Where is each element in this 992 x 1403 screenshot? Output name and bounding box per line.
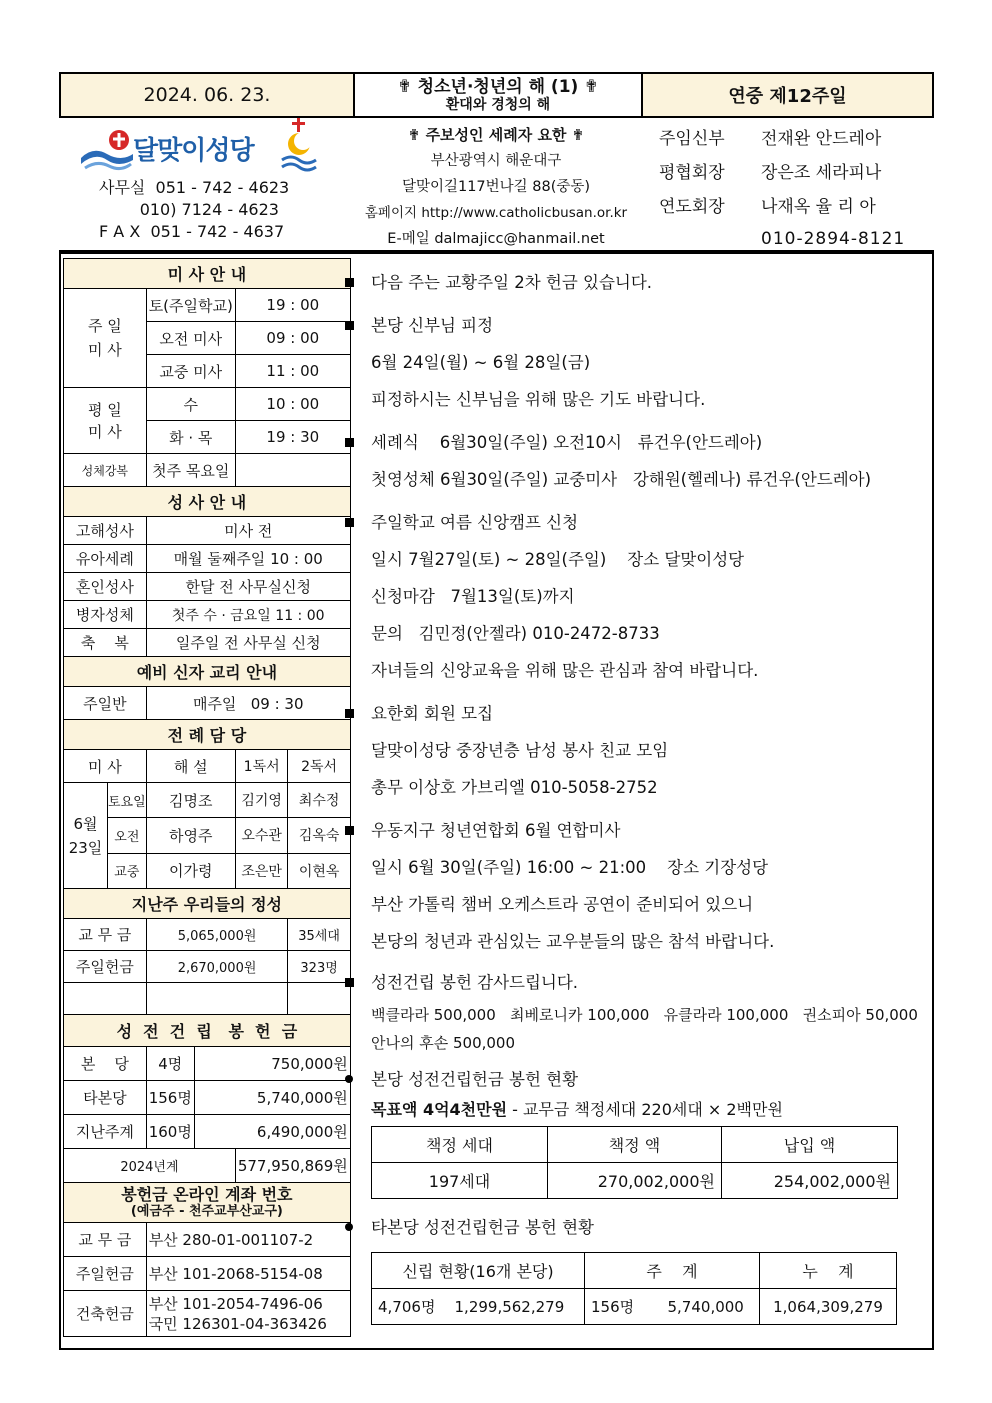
square-bullet-icon <box>345 518 354 527</box>
adoration-value: 첫주 목요일 <box>146 454 235 487</box>
year-theme <box>353 72 643 118</box>
square-bullet-icon <box>345 438 354 447</box>
announcement-item: 성전건립 봉헌 감사드립니다. <box>351 964 931 1001</box>
building-section-title: 성 전 건 립 봉 헌 금 <box>64 1015 351 1047</box>
accounts-section-title: 봉헌금 온라인 계좌 번호 (예금주 - 천주교부산교구) <box>64 1183 351 1223</box>
liturgical-week: 연중 제12주일 <box>728 86 847 107</box>
bulletin-page <box>59 72 934 1350</box>
email-link[interactable]: E-메일 dalmajicc@hanmail.net <box>387 231 605 247</box>
square-bullet-icon <box>345 321 354 330</box>
square-bullet-icon <box>345 978 354 987</box>
parish-name: 달맞이성당 <box>133 136 254 166</box>
round-bullet-icon <box>345 1075 353 1083</box>
catechumen-section-title: 예비 신자 교리 안내 <box>64 657 351 687</box>
liturgy-section-title: 전 례 담 당 <box>64 720 351 750</box>
announcement-item: 주일학교 여름 신앙캠프 신청 <box>351 504 931 541</box>
other-building-table: 신립 현황(16개 본당) 주 계 누 계 4,706명 1,299,562,279 156명 5,740,000 1,064,309,279 <box>371 1252 897 1325</box>
announcements: 다음 주는 교황주일 2차 헌금 있습니다. 본당 신부님 피정 6월 24일(월) ~ 6월 28일(금) 피정하시는 신부님을 위해 많은 기도 바랍니다. 세례식 6월30일(주일) 오전10시 류건우(안드레아) 첫영성체 6월30일(주일) 교중미사 강해원(헬레나) 류건우(안드레아) 주일학교 여름 신앙캠프 신청 일시 7월27일(토) ~ 28일(주일) 장소 달맞이성당 신청마감 7월13일(토)까지 문의 김민정(안젤라) 010-2472-8733 자녀들의 신앙교육을 위해 많은 관심과 참여 바랍니다. 요한회 회원 모집 달맞이성당 중장년층 남성 봉사 친교 모임 총무 이상호 가브리엘 010-5058-2752 우동지구 청년연합회 6월 연합미사 일시 6월 30일(주일) 16:00 ~ 21:00 장소 기장성당 부산 가톨릭 챔버 오케스트라 공연이 준비되어 있으니 본당의 청년과 관심있는 교우분들의 많은 참석 바랍니다. 성전건립 봉헌 감사드립니다. 백클라라 500,000 최베로니카 100,000 유클라라 100,000 권소피아 50,000 안나의 후손 500,000 본당 성전건립헌금 봉헌 현황 목표액 4억4천만원 - 교무금 책정세대 220세대 × 2백만원 책정 세대 책정 액 납입 액 197세대 270,002,000원 254,002,000원 타본당 성전건립헌금 봉헌 현황 신립 현황(16개 본당) 주 계 누 계 4,706명 1,299,562,279 156명 5,740,000 1,064,309,279 <box>351 264 931 1325</box>
office-phone: 사무실 051 - 742 - 4623 <box>99 178 290 197</box>
left-column <box>63 258 348 1337</box>
mass-section-title: 미 사 안 내 <box>64 259 351 289</box>
announcement-item: 다음 주는 교황주일 2차 헌금 있습니다. <box>351 264 931 301</box>
theme-title: ✟ 청소년·청년의 해 (1) ✟ <box>397 77 599 97</box>
address-line-2: 달맞이길117번나길 88(중동) <box>401 179 591 195</box>
round-bullet-icon <box>345 1223 353 1231</box>
announcement-item: 요한회 회원 모집 <box>351 695 931 732</box>
content-box <box>59 252 934 1350</box>
theme-subtitle: 환대와 경청의 해 <box>445 97 551 113</box>
square-bullet-icon <box>345 278 354 287</box>
announcement-item: 세례식 6월30일(주일) 오전10시 류건우(안드레아) <box>351 424 931 461</box>
staff-row: 평협회장 장은조 세라피나 <box>659 163 882 183</box>
address-line-1: 부산광역시 해운대구 <box>430 153 562 169</box>
square-bullet-icon <box>345 709 354 718</box>
sunday-mass-label: 주 일 미 사 <box>64 289 147 388</box>
sacraments-section-title: 성 사 안 내 <box>64 487 351 517</box>
announcement-item: 본당 성전건립헌금 봉헌 현황 <box>351 1061 931 1098</box>
staff-row: 주임신부 전재완 안드레아 <box>659 129 882 149</box>
announcement-item: 우동지구 청년연합회 6월 연합미사 <box>351 812 931 849</box>
offering-section-title: 지난주 우리들의 정성 <box>64 889 351 919</box>
staff-phone: 010-2894-8121 <box>761 229 906 249</box>
square-bullet-icon <box>345 826 354 835</box>
office-mobile: 010) 7124 - 4623 <box>99 200 279 219</box>
moon-cross-icon <box>279 118 319 172</box>
staff-row: 연도회장 나재옥 율 리 아 <box>659 197 876 217</box>
homepage-link[interactable]: 홈페이지 http://www.catholicbusan.or.kr <box>364 205 628 221</box>
patron-saint: ✟ 주보성인 세례자 요한 ✟ <box>407 126 585 144</box>
weekday-mass-label: 평 일 미 사 <box>64 388 147 454</box>
office-fax: F A X 051 - 742 - 4637 <box>99 222 285 241</box>
staff-list <box>659 122 934 254</box>
header-bar <box>59 72 934 118</box>
wave-cross-icon <box>79 128 135 174</box>
announcement-item: 본당 신부님 피정 <box>351 307 931 344</box>
liturgy-date: 6월 23일 <box>64 783 108 888</box>
info-table: 미 사 안 내 주 일 미 사 토(주일학교) 19 : 00 오전 미사 09 : 00 교중 미사 11 : 00 평 일 미 사 수 10 : 00 화 · 목 19 : 30 성체강복 첫주 목요일 성 사 안 내 고해성사 미사 전 유아세례 매월 둘째주일 10 : 00 혼인성사 한달 전 사무실신청 병자성체 첫주 수 · 금요일 11 : 00 축 복 일주일 전 사무실 신청 예비 신자 교리 안내 주일반 매주일 09 : 30 전 례 담 당 미 사 해 설 1독서 2독서 6월 23일 토요일 오전 교중 김명조 김기영 최수정 하영주 오수관 김옥숙 이가령 조은만 이현옥 지난주 우리들의 정성 교 무 금 5,065,000원 35세대 주일헌금 2,670,000원 323명 성 전 건 립 봉 헌 금 본 당 4명 750,000원 타본당 156명 5,740,000원 지난주계 160명 6,490,000원 2024년계 577,950,869원 봉헌금 온라인 계좌 번호 (예금주 - 천주교부산교구) 교 무 금 부산 280-01-001107-2 주일헌금 부산 101-2068-5154-08 건축헌금 부산 101-2054-7496-06 국민 126301-04-363426 <box>63 258 351 1337</box>
adoration-label: 성체강복 <box>64 454 147 487</box>
office-contacts <box>99 177 289 243</box>
bulletin-date: 2024. 06. 23. <box>143 84 271 106</box>
parish-logo <box>79 124 324 176</box>
announcement-item: 타본당 성전건립헌금 봉헌 현황 <box>351 1209 931 1246</box>
parish-info <box>351 122 641 252</box>
parish-building-table: 책정 세대 책정 액 납입 액 197세대 270,002,000원 254,002,000원 <box>371 1126 898 1199</box>
